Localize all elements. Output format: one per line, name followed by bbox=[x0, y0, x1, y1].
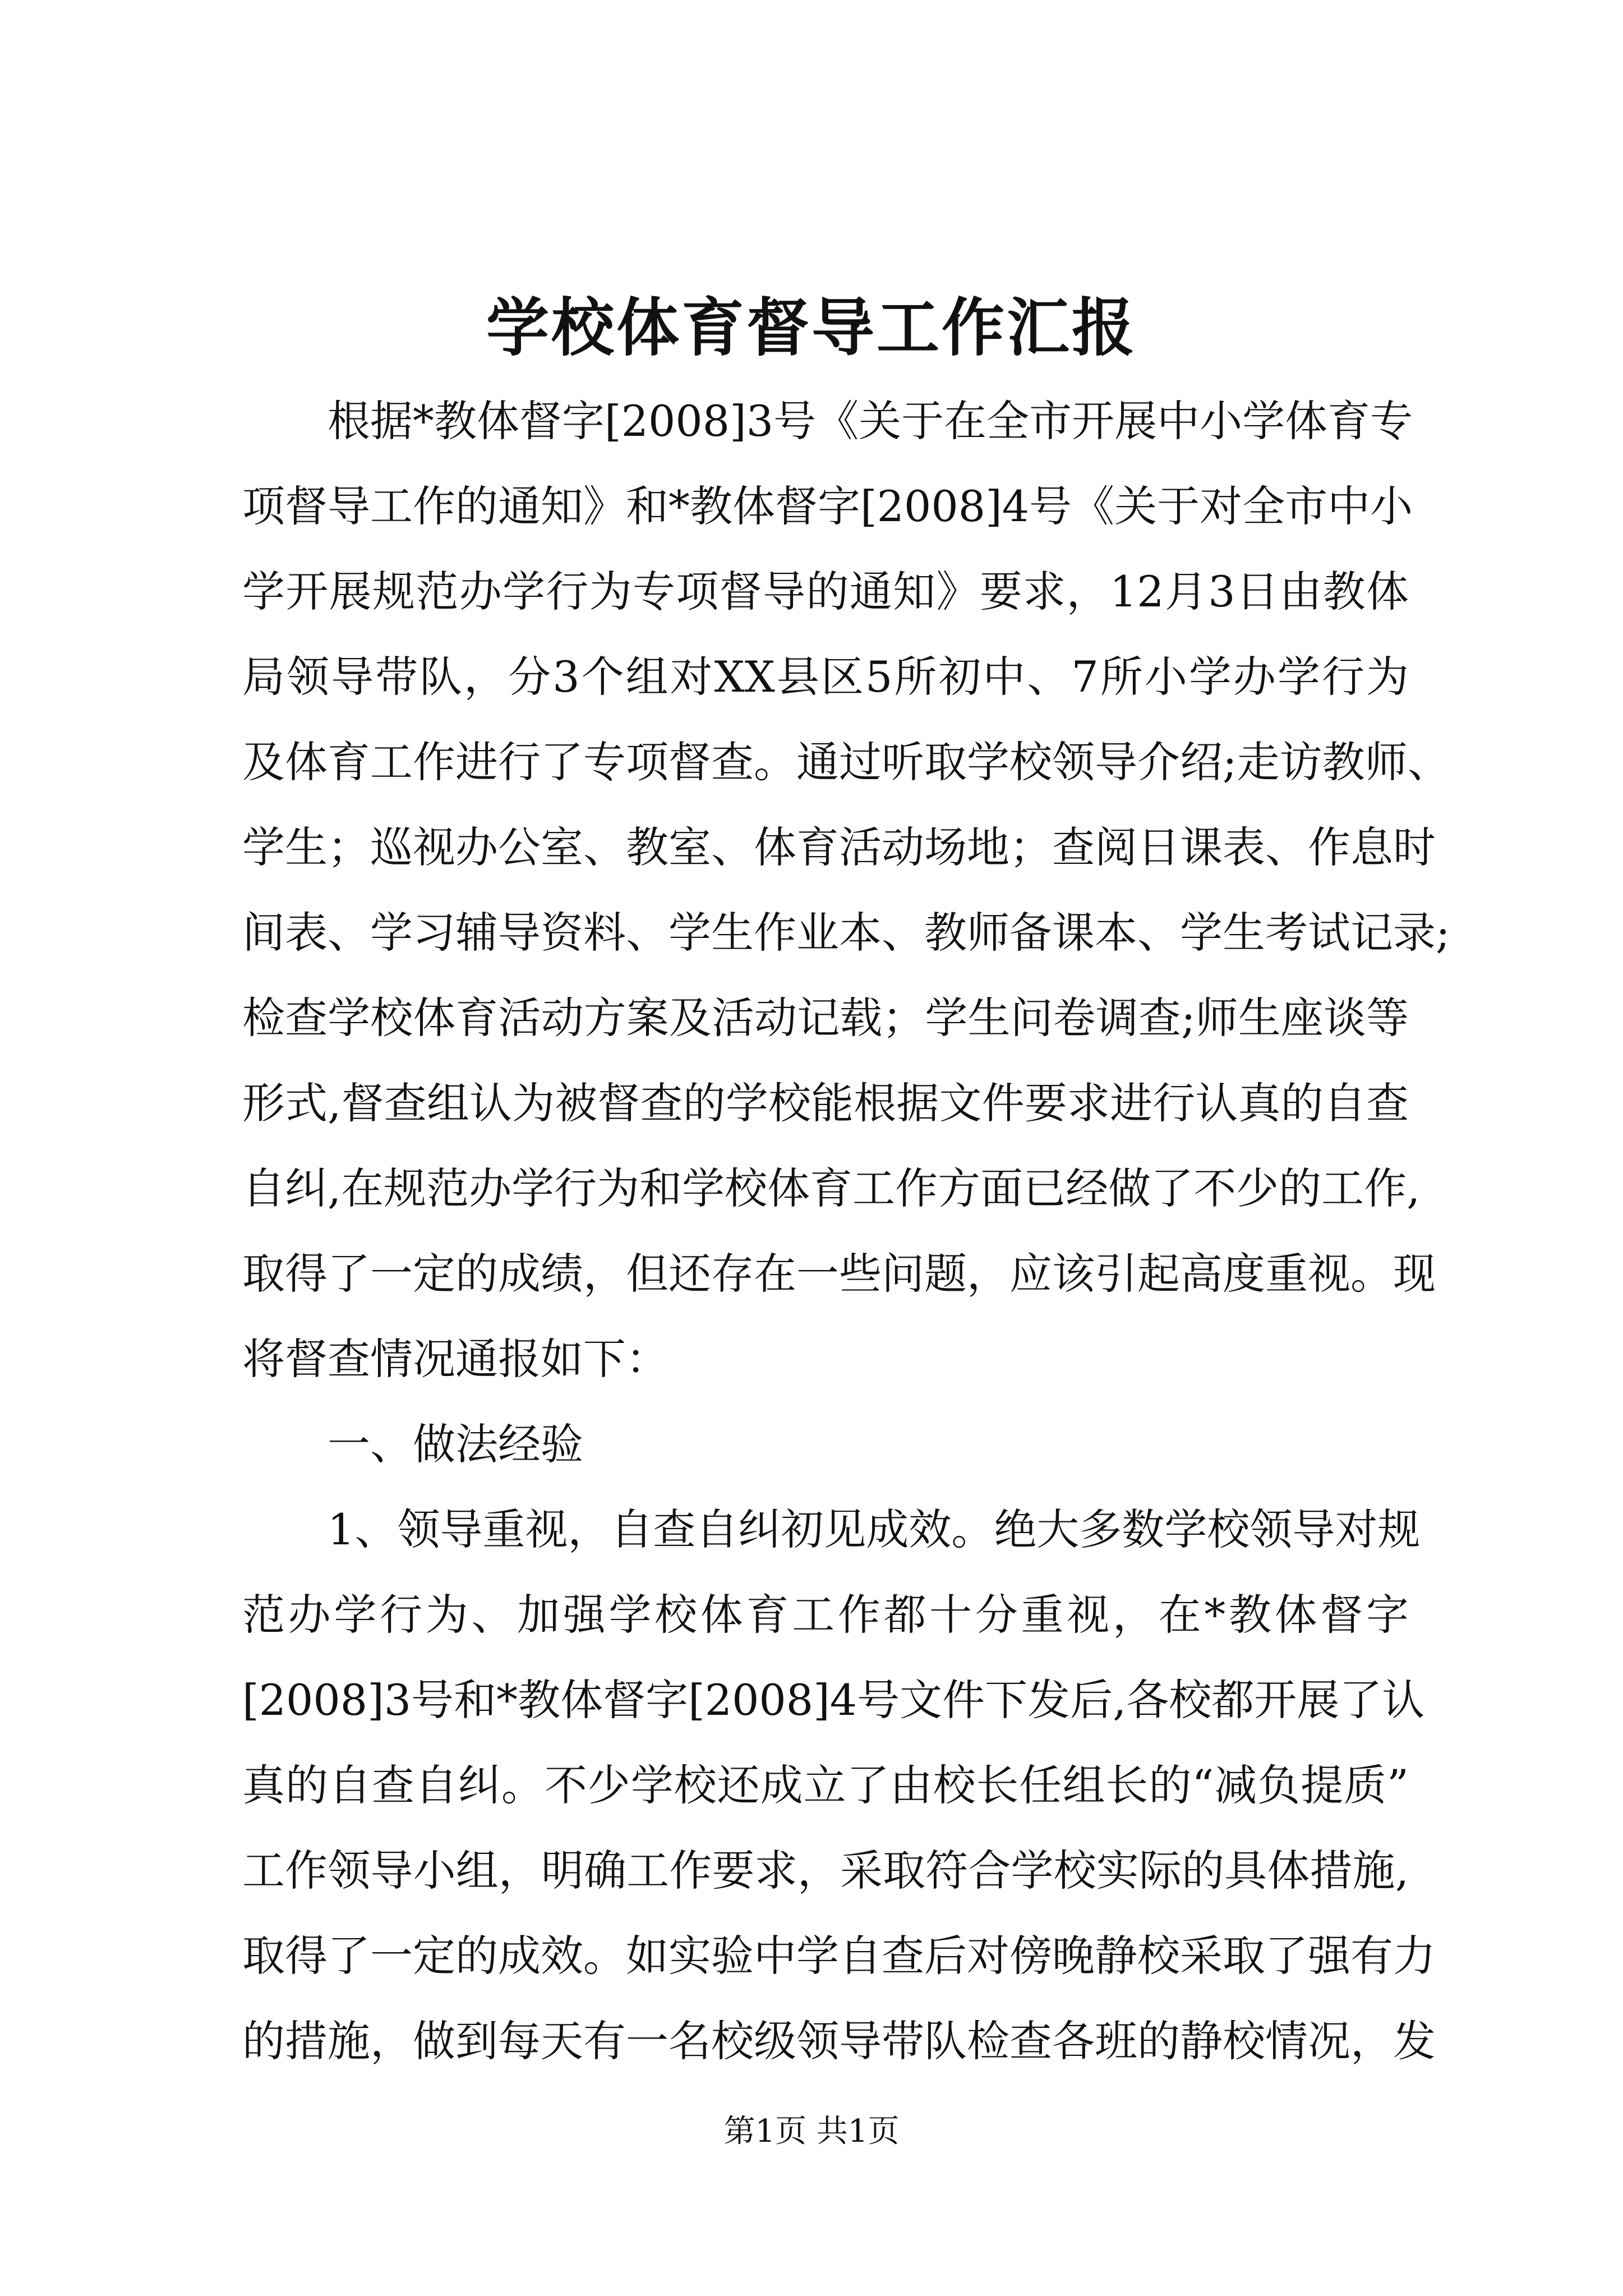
body-line-10: 自纠,在规范办学行为和学校体育工作方面已经做了不少的工作, bbox=[242, 1163, 1421, 1213]
body-line-9: 形式,督查组认为被督查的学校能根据文件要求进行认真的自查 bbox=[242, 1078, 1409, 1128]
body-line-16: [2008]3号和*教体督字[2008]4号文件下发后,各校都开展了认 bbox=[242, 1675, 1425, 1725]
body-line-2: 项督导工作的通知》和*教体督字[2008]4号《关于对全市中小 bbox=[242, 481, 1413, 531]
body-line-3: 学开展规范办学行为专项督导的通知》要求，12月3日由教体 bbox=[242, 567, 1409, 616]
body-line-20: 的措施，做到每天有一名校级领导带队检查各班的静校情况，发 bbox=[242, 2016, 1436, 2066]
body-line-14: 1、领导重视，自查自纠初见成效。绝大多数学校领导对规 bbox=[328, 1504, 1421, 1554]
body-line-18: 工作领导小组，明确工作要求，采取符合学校实际的具体措施, bbox=[242, 1846, 1409, 1895]
document-title: 学校体育督导工作汇报 bbox=[486, 291, 1137, 365]
body-line-19: 取得了一定的成效。如实验中学自查后对傍晚静校采取了强有力 bbox=[242, 1931, 1436, 1981]
body-line-7: 间表、学习辅导资料、学生作业本、教师备课本、学生考试记录; bbox=[242, 908, 1450, 958]
body-line-8: 检查学校体育活动方案及活动记载；学生问卷调查;师生座谈等 bbox=[242, 993, 1409, 1043]
body-line-17: 真的自查自纠。不少学校还成立了由校长任组长的“减负提质” bbox=[242, 1760, 1409, 1810]
page-footer: 第1页 共1页 bbox=[723, 2113, 900, 2150]
body-line-15: 范办学行为、加强学校体育工作都十分重视，在*教体督字 bbox=[242, 1590, 1409, 1640]
body-line-12: 将督查情况通报如下： bbox=[242, 1334, 668, 1384]
document-body bbox=[242, 379, 1450, 2084]
body-line-11: 取得了一定的成绩，但还存在一些问题，应该引起高度重视。现 bbox=[242, 1249, 1436, 1299]
body-line-1: 根据*教体督字[2008]3号《关于在全市开展中小学体育专 bbox=[328, 396, 1413, 446]
body-line-5: 及体育工作进行了专项督查。通过听取学校领导介绍;走访教师、 bbox=[242, 737, 1450, 787]
body-line-4: 局领导带队，分3个组对XX县区5所初中、7所小学办学行为 bbox=[242, 652, 1409, 702]
section-heading: 一、做法经验 bbox=[328, 1419, 583, 1469]
body-line-6: 学生；巡视办公室、教室、体育活动场地；查阅日课表、作息时 bbox=[242, 822, 1436, 872]
